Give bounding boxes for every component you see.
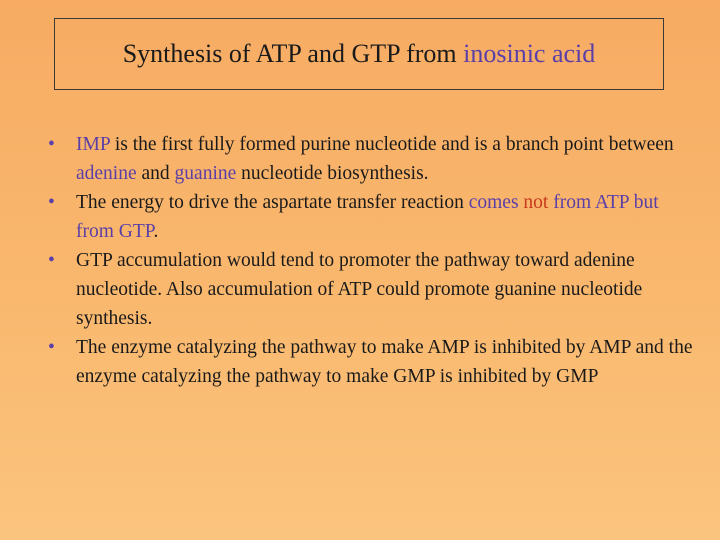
bullet-item-4 [48,333,698,391]
bullet-dot-icon: • [48,192,55,213]
bullet-1-imp: IMP [76,134,110,155]
bullet-2-from-gtp: from ATP but from GTP [76,192,659,242]
bullet-item-3 [48,246,698,333]
bullet-1-adenine: adenine [76,163,137,184]
bullet-4-text: The enzyme catalyzing the pathway to make AMP is inhibited by AMP and the enzyme catalyzing the pathway to make GMP is inhibited by GMP [76,337,693,387]
bullet-2-not: not [523,192,549,213]
title-highlight: inosinic acid [463,39,596,68]
bullet-1-text-b: and [136,163,175,184]
bullet-dot-icon: • [48,250,55,271]
bullet-1-guanine: guanine [174,163,237,184]
slide-title-box [54,18,664,90]
title-text: Synthesis of ATP and GTP from [122,39,464,68]
bullet-2-text-a: The energy to drive the aspartate transfer reaction [76,192,469,213]
bullet-2-period: . [153,221,159,242]
bullet-1-text-a: is the first fully formed purine nucleotide and is a branch point between [109,134,674,155]
bullet-3-text: GTP accumulation would tend to promoter the pathway toward adenine nucleotide. Also accumulation of ATP could promote guanine nucleotide synthesis. [76,250,643,329]
bullet-list [48,130,698,391]
bullet-dot-icon: • [48,337,55,358]
bullet-dot-icon: • [48,134,55,155]
slide-title [123,39,596,69]
bullet-item-1 [48,130,698,188]
bullet-1-text-c: nucleotide biosynthesis. [236,163,429,184]
bullet-2-comes: comes [468,192,519,213]
bullet-item-2 [48,188,698,246]
